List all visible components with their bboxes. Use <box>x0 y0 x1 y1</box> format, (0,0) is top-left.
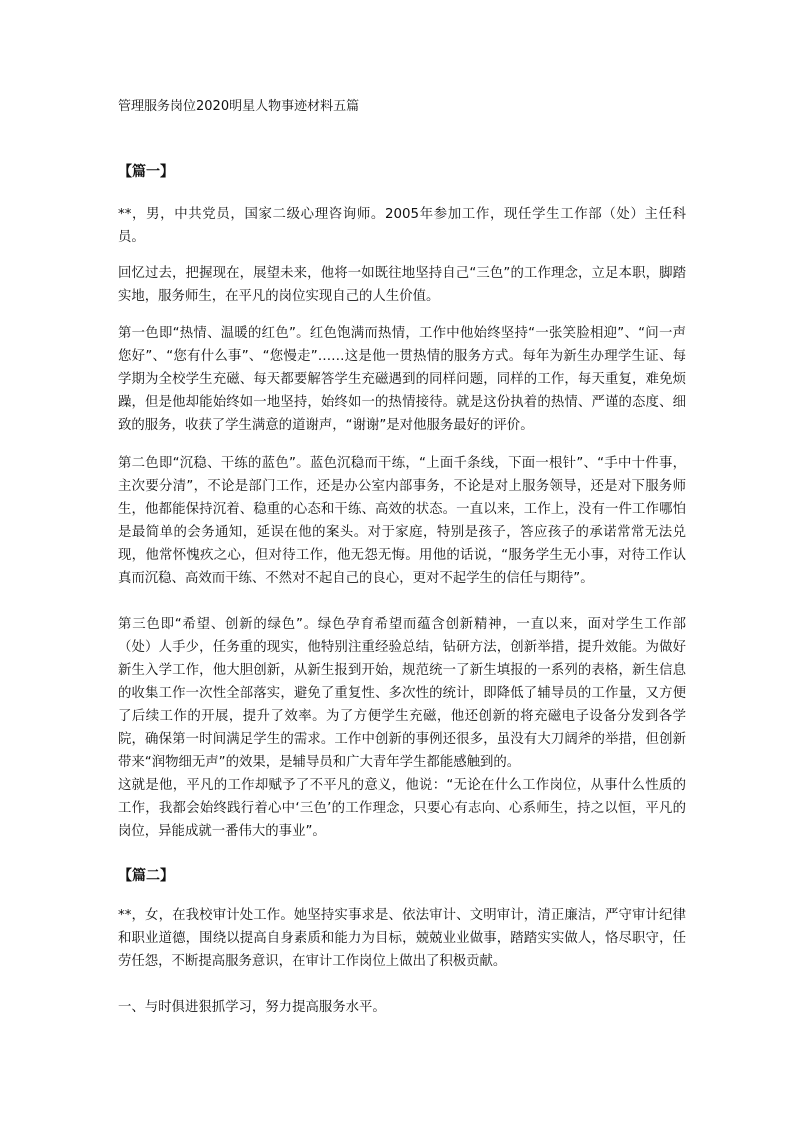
paragraph: 第三色即“希望、创新的绿色”。绿色孕育希望而蕴含创新精神，一直以来，面对学生工作部（处）人手少，任务重的现实，他特别注重经验总结，钻研方法，创新举措，提升效能。为做好新生入学工作，他大胆创新，从新生报到开始，规范统一了新生填报的一系列的表格，新生信息的收集工作一次性全部落实，避免了重复性、多次性的统计，即降低了辅导员的工作量，又方便了后续工作的开展，提升了效率。为了方便学生充磁，他还创新的将充磁电子设备分发到各学院，确保第一时间满足学生的需求。工作中创新的事例还很多，虽没有大刀阔斧的举措，但创新带来“润物细无声”的效果，是辅导员和广大青年学生都能感触到的。 <box>118 617 686 770</box>
paragraph: 一、与时俱进狠抓学习，努力提高服务水平。 <box>118 1000 386 1015</box>
document-title: 管理服务岗位2020明星人物事迹材料五篇 <box>118 99 360 114</box>
paragraph: 第二色即“沉稳、干练的蓝色”。蓝色沉稳而干练，“上面千条线，下面一根针”、“手中十件事，主次要分清”，不论是部门工作，还是办公室内部事务，不论是对上服务领导，还是对下服务师生，他都能保持沉着、稳重的心态和干练、高效的状态。一直以来，工作上，没有一件工作哪怕是最简单的会务通知，延误在他的案头。对于家庭，特别是孩子，答应孩子的承诺常常无法兑现，他常怀愧疚之心，但对待工作，他无怨无悔。用他的话说，“服务学生无小事，对待工作认真而沉稳、高效而干练、不然对不起自己的良心，更对不起学生的信任与期待”。 <box>118 456 686 586</box>
paragraph: **，女，在我校审计处工作。她坚持实事求是、依法审计、文明审计，清正廉洁，严守审计纪律和职业道德，围绕以提高自身素质和能力为目标，兢兢业业做事，踏踏实实做人，恪尽职守，任劳任怨，不断提高服务意识，在审计工作岗位上做出了积极贡献。 <box>118 908 686 969</box>
section-heading-1: 【篇一】 <box>118 164 174 180</box>
paragraph: 这就是他，平凡的工作却赋予了不平凡的意义，他说：“无论在什么工作岗位，从事什么性质的工作，我都会始终践行着心中‘三色’的工作理念，只要心有志向、心系师生，持之以恒，平凡的岗位，异能成就一番伟大的事业”。 <box>118 778 686 839</box>
paragraph: 回忆过去，把握现在，展望未来，他将一如既往地坚持自己“三色”的工作理念，立足本职，脚踏实地，服务师生，在平凡的岗位实现自己的人生价值。 <box>118 266 686 304</box>
paragraph: 第一色即“热情、温暖的红色”。红色饱满而热情，工作中他始终坚持“一张笑脸相迎”、“问一声您好”、“您有什么事”、“您慢走”……这是他一贯热情的服务方式。每年为新生办理学生证、每学期为全校学生充磁、每天都要解答学生充磁遇到的同样问题，同样的工作，每天重复，难免烦躁，但是他却能始终如一地坚持，始终如一的热情接待。就是这份执着的热情、严谨的态度、细致的服务，收获了学生满意的道谢声，“谢谢”是对他服务最好的评价。 <box>118 326 686 433</box>
paragraph: **，男，中共党员，国家二级心理咨询师。2005年参加工作，现任学生工作部（处）主任科员。 <box>118 207 686 245</box>
section-heading-2: 【篇二】 <box>118 868 174 884</box>
